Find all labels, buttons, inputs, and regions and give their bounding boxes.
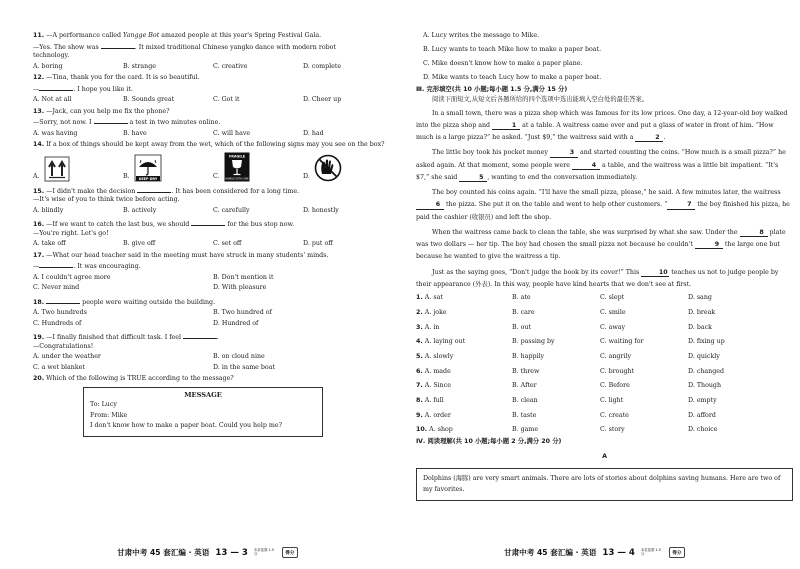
sign-label: HANDLE WITH CARE [224, 177, 249, 180]
answer-blank [101, 41, 135, 49]
question-number: 15. [33, 187, 45, 195]
choice-option: D. Though [688, 382, 722, 390]
question-text: If a box of things should be kept away from the wet, which of the following signs may you see on the box? [46, 141, 385, 148]
option-d [303, 154, 393, 182]
choice-option: C. smile [600, 308, 626, 316]
passage-text: , wanting to end the conversation immediately. [487, 173, 638, 181]
option: D. Mike wants to teach Lucy how to make a paper boat. [423, 74, 602, 81]
page-number: 13 — 3 [215, 547, 248, 558]
paragraph [416, 108, 793, 145]
passage-text: teaches us not to judge people by their appearance (外表). In this way, people have kind hearts that we don't see at first. [416, 268, 779, 288]
question-13 [33, 108, 393, 139]
cloze-blank: 5 [459, 175, 487, 182]
cloze-choices [416, 294, 793, 435]
cloze-blank: 4 [572, 163, 600, 170]
option: D. Cheer up [303, 96, 342, 103]
choice-option: C. brought [600, 367, 635, 375]
keep-dry-icon [134, 154, 162, 182]
choice-option: D. back [688, 323, 712, 331]
option: A. was having [33, 129, 78, 137]
cloze-blank: 1 [492, 123, 520, 130]
score-badge: 得分 [669, 547, 685, 558]
question-number: 14. [33, 141, 45, 148]
answer-blank [94, 116, 128, 124]
question-16 [33, 218, 393, 249]
option: C. set off [213, 240, 242, 247]
question-20 [33, 375, 393, 437]
question-text: —What our head teacher said in the meeting must have struck in many students' minds. [46, 251, 329, 259]
choice-number-option: 8. A. full [416, 397, 444, 405]
book-title: 甘肃中考 45 套汇编 · 英语 [504, 548, 597, 557]
book-title: 甘肃中考 45 套汇编 · 英语 [117, 548, 210, 557]
question-number: 20. [33, 375, 45, 382]
option: B. Lucy wants to teach Mike how to make a paper boat. [423, 46, 602, 53]
sign-label: FRAGILE [228, 154, 245, 158]
choice-number-option: 4. A. laying out [416, 338, 466, 346]
message-body: I don't know how to make a paper boat. Could you help me? [90, 422, 282, 430]
question-number: 12. [33, 74, 45, 81]
options [33, 240, 393, 249]
question-number: 18. [33, 298, 45, 306]
passage-text: Dolphins (海豚) are very smart animals. There are lots of stories about dolphins saving humans. Here are two of my favorites. [423, 474, 781, 494]
choice-number-option: 3. A. in [416, 323, 440, 331]
sign-options [33, 152, 393, 182]
question-text: . [217, 334, 220, 341]
answer-blank [39, 260, 73, 268]
question-number: 17. [33, 251, 45, 259]
cloze-blank: 10 [641, 270, 669, 277]
answer-blank [137, 185, 171, 193]
option: B. have [123, 129, 147, 137]
options [33, 63, 393, 72]
choice-number-option: 1. A. sat [416, 294, 443, 302]
choice-option: D. quickly [688, 352, 720, 360]
option: D. complete [303, 62, 342, 70]
question-text: —Jack, can you help me fix the phone? [46, 107, 170, 115]
question-11 [33, 32, 393, 71]
passage-text: the large one but because he wanted to give the waitress a tip. [416, 241, 780, 261]
choice-option: B. threw [512, 367, 540, 375]
option: B. Don't mention it [213, 273, 274, 281]
question-number: 16. [33, 221, 45, 228]
question-text: —I didn't make the decision [46, 187, 138, 195]
question-number: 11. [33, 32, 45, 39]
section-3-heading: Ⅲ. 完形填空(共 10 小题;每小题 1.5 分,满分 15 分) [416, 85, 568, 93]
choice-option: C. story [600, 426, 625, 434]
right-page [400, 0, 800, 569]
right-column [416, 32, 793, 501]
passage-text: plate was two dollars — her tip. The boy had chosen the small pizza not because he couldn't [416, 228, 786, 249]
paragraph [416, 267, 793, 292]
page-footer [117, 547, 298, 558]
option: C. will have [213, 129, 251, 137]
answer-blank [183, 331, 220, 341]
choice-option: B. care [512, 308, 535, 316]
option-b [123, 154, 213, 182]
choice-option: C. light [600, 397, 624, 405]
option: C. a wet blanket [33, 363, 85, 371]
fragile-icon [224, 152, 250, 182]
option: A. Not at all [33, 96, 72, 103]
passage-text: The boy counted his coins again. “I'll have the small pizza, please,” he said. A few minutes later, the waitress [432, 189, 781, 197]
question-text: a test in two minutes online. [127, 119, 221, 126]
page-number: 13 — 4 [602, 547, 635, 558]
question-text: for the bus stop now. [225, 221, 295, 228]
cloze-blank: 9 [695, 242, 723, 249]
question-text: —I finally finished that difficult task. I feel [46, 334, 184, 341]
choice-option: D. afford [688, 411, 716, 419]
passage-text: at a table. A waitress came over and put a glass of water in front of him. “How much is a large pizza?” he asked. “Just $9,” the waitress said with a [416, 121, 774, 142]
option: B. give off [123, 240, 156, 247]
footer-note: 本页卷数 1.5 分 [253, 547, 274, 556]
options [33, 309, 393, 328]
option: B. Two hundred of [213, 309, 272, 316]
option-c [213, 152, 303, 182]
question-text: technology. [33, 52, 70, 59]
question-18 [33, 296, 393, 329]
question-text: —If we want to catch the last bus, we should [46, 221, 192, 228]
answer-blank [191, 218, 225, 226]
option: D. had [303, 129, 324, 137]
choice-option: B. clean [512, 397, 538, 405]
options [33, 207, 393, 216]
option: D. put off [303, 240, 333, 247]
choice-option: D. sang [688, 294, 712, 302]
choice-option: B. happily [512, 352, 545, 360]
option-label: C. [213, 173, 220, 180]
answer-blank [46, 296, 80, 304]
this-way-up-icon [44, 156, 70, 182]
passage-text: . [663, 134, 666, 142]
message-to: To: Lucy [90, 401, 117, 409]
footer-note: 本页卷数 1.5 分 [640, 547, 661, 556]
option-label: B. [123, 173, 130, 180]
choice-option: B. taste [512, 411, 537, 419]
options [33, 274, 393, 293]
option: A. I couldn't agree more [33, 273, 111, 281]
question-text: amazed people at this year's Spring Festival Gala. [159, 32, 322, 39]
choice-option: C. slept [600, 294, 625, 302]
passage-text: When the waitress came back to clean the table, she was surprised by what she saw. Under the [432, 228, 740, 236]
paragraph [416, 227, 793, 264]
option: B. actively [123, 206, 157, 214]
choice-option: C. away [600, 323, 626, 331]
choice-option: D. empty [688, 397, 717, 405]
question-text-italic: Yangge Bot [123, 32, 160, 39]
question-text: —It's wise of you to think twice before acting. [33, 196, 180, 203]
option: B. on cloud nine [213, 353, 265, 360]
option-label: A. [33, 173, 40, 180]
choice-option: C. create [600, 411, 629, 419]
question-text: Which of the following is TRUE according to the message? [46, 375, 234, 382]
options [33, 130, 393, 139]
option: C. Never mind [33, 284, 80, 291]
passage-label: A [602, 453, 607, 461]
question-17: 17. —What our head teacher said in the meeting must have struck in many students' minds. — . It was encouraging. A. I couldn't agree more B. Don't mention it C. Never mind D. With pleasure [33, 252, 393, 293]
option: A. Lucy writes the message to Mike. [423, 32, 540, 39]
option: D. Hundred of [213, 319, 259, 327]
question-text: —Yes. The show was [33, 43, 101, 51]
option: B. Sounds great [123, 96, 175, 103]
choice-option: D. choice [688, 426, 718, 434]
choice-number-option: 2. A. joke [416, 308, 447, 316]
option: A. boring [33, 62, 63, 70]
question-text: . It was encouraging. [73, 263, 141, 270]
score-badge: 得分 [282, 547, 298, 558]
choice-number-option: 10. A. shop [416, 426, 453, 434]
option: A. blindly [33, 206, 64, 214]
question-text: . It has been considered for a long time. [171, 187, 300, 195]
q20-options [416, 32, 793, 83]
option: A. Two hundreds [33, 309, 87, 316]
paragraph [416, 147, 793, 184]
passage-text: the pizza. She put it on the table and went to help other customers. “ [444, 201, 668, 209]
reading-passage [416, 468, 793, 501]
choice-option: C. angrily [600, 352, 632, 360]
section-4-heading: Ⅳ. 阅读理解(共 10 小题;每小题 2 分,满分 20 分) [416, 437, 562, 445]
question-14 [33, 141, 393, 182]
choice-option: B. ate [512, 294, 531, 302]
choice-option: C. waiting for [600, 338, 644, 346]
cloze-blank: 7 [667, 202, 695, 209]
choice-option: B. passing by [512, 338, 555, 346]
passage-text: In a small town, there was a pizza shop which was famous for its low prices. One day, a 12-year-old boy walked into the pizza shop and [416, 109, 788, 129]
choice-option: B. out [512, 323, 532, 331]
passage-text: and started counting the coins. “How much is a small pizza?” he asked again. At that moment, some people were [416, 149, 786, 169]
cloze-blank: 8 [740, 230, 768, 237]
section-3-instruction: 阅读下面短文,从短文后各题所给的四个选项中选出能填入空白处的最佳答案。 [432, 96, 649, 103]
option: C. Mike doesn't know how to make a paper plane. [423, 60, 583, 67]
message-box [83, 387, 323, 437]
choice-option: B. game [512, 426, 539, 434]
options [33, 353, 393, 372]
message-from: From: Mike [90, 411, 128, 419]
choice-option: D. changed [688, 367, 725, 375]
answer-blank [39, 83, 73, 91]
question-text: —A performance called [46, 32, 124, 39]
passage-text: The little boy took his pocket money [432, 149, 550, 157]
question-text: —Sorry, not now. I [33, 119, 94, 126]
option: A. under the weather [33, 353, 101, 360]
choice-option: C. Before [600, 382, 630, 390]
option-a [33, 156, 123, 182]
question-text: . It mixed traditional Chinese yangko dance with modern robot [134, 43, 336, 51]
question-text: people were waiting outside the building. [80, 298, 216, 306]
choice-option: D. fixing up [688, 338, 725, 346]
option: B. strange [123, 62, 156, 70]
question-text: . I hope you like it. [73, 85, 133, 93]
option: A. take off [33, 240, 66, 247]
option: C. carefully [213, 206, 250, 214]
cloze-blank: 3 [550, 150, 578, 157]
question-number: 13. [33, 107, 45, 115]
no-hands-icon [314, 154, 342, 182]
question-12: 12. —Tina, thank you for the card. It is so beautiful. — . I hope you like it. A. Not at all B. Sounds great C. Got it D. Cheer up [33, 74, 393, 105]
choice-option: D. break [688, 308, 716, 316]
cloze-blank: 6 [416, 202, 444, 209]
question-number: 19. [33, 334, 45, 341]
options [33, 96, 393, 105]
left-column [33, 32, 393, 439]
option: D. With pleasure [213, 284, 267, 291]
option: C. Got it [213, 96, 240, 103]
choice-number-option: 7. A. Since [416, 382, 451, 390]
choice-number-option: 6. A. made [416, 367, 451, 375]
option: C. creative [213, 62, 248, 70]
option: D. honestly [303, 206, 339, 214]
question-text: —Tina, thank you for the card. It is so beautiful. [46, 74, 200, 81]
choice-option: B. After [512, 382, 537, 390]
option: C. Hundreds of [33, 319, 82, 327]
option-label: D. [303, 173, 310, 180]
paragraph [416, 187, 793, 224]
option: D. in the same boat [213, 363, 276, 371]
passage-text: a table, and the waitress was a little bit impatient. “It's $7,” she said [416, 161, 779, 181]
question-15 [33, 185, 393, 216]
choice-number-option: 5. A. slowly [416, 352, 454, 360]
choice-number-option: 9. A. order [416, 411, 451, 419]
passage-text: Just as the saying goes, “Don't judge the book by its cover!” This [432, 268, 642, 276]
page-footer [504, 547, 685, 558]
cloze-passage [416, 108, 793, 292]
cloze-blank: 2 [635, 135, 663, 142]
message-title: MESSAGE [184, 390, 222, 399]
passage-text: the boy finished his pizza, he paid the cashier (收银员) and left the shop. [416, 201, 790, 221]
question-text: —Congratulations! [33, 342, 94, 350]
question-19 [33, 331, 393, 372]
sign-label: KEEP DRY [138, 176, 157, 181]
question-text: —You're right. Let's go! [33, 229, 109, 237]
